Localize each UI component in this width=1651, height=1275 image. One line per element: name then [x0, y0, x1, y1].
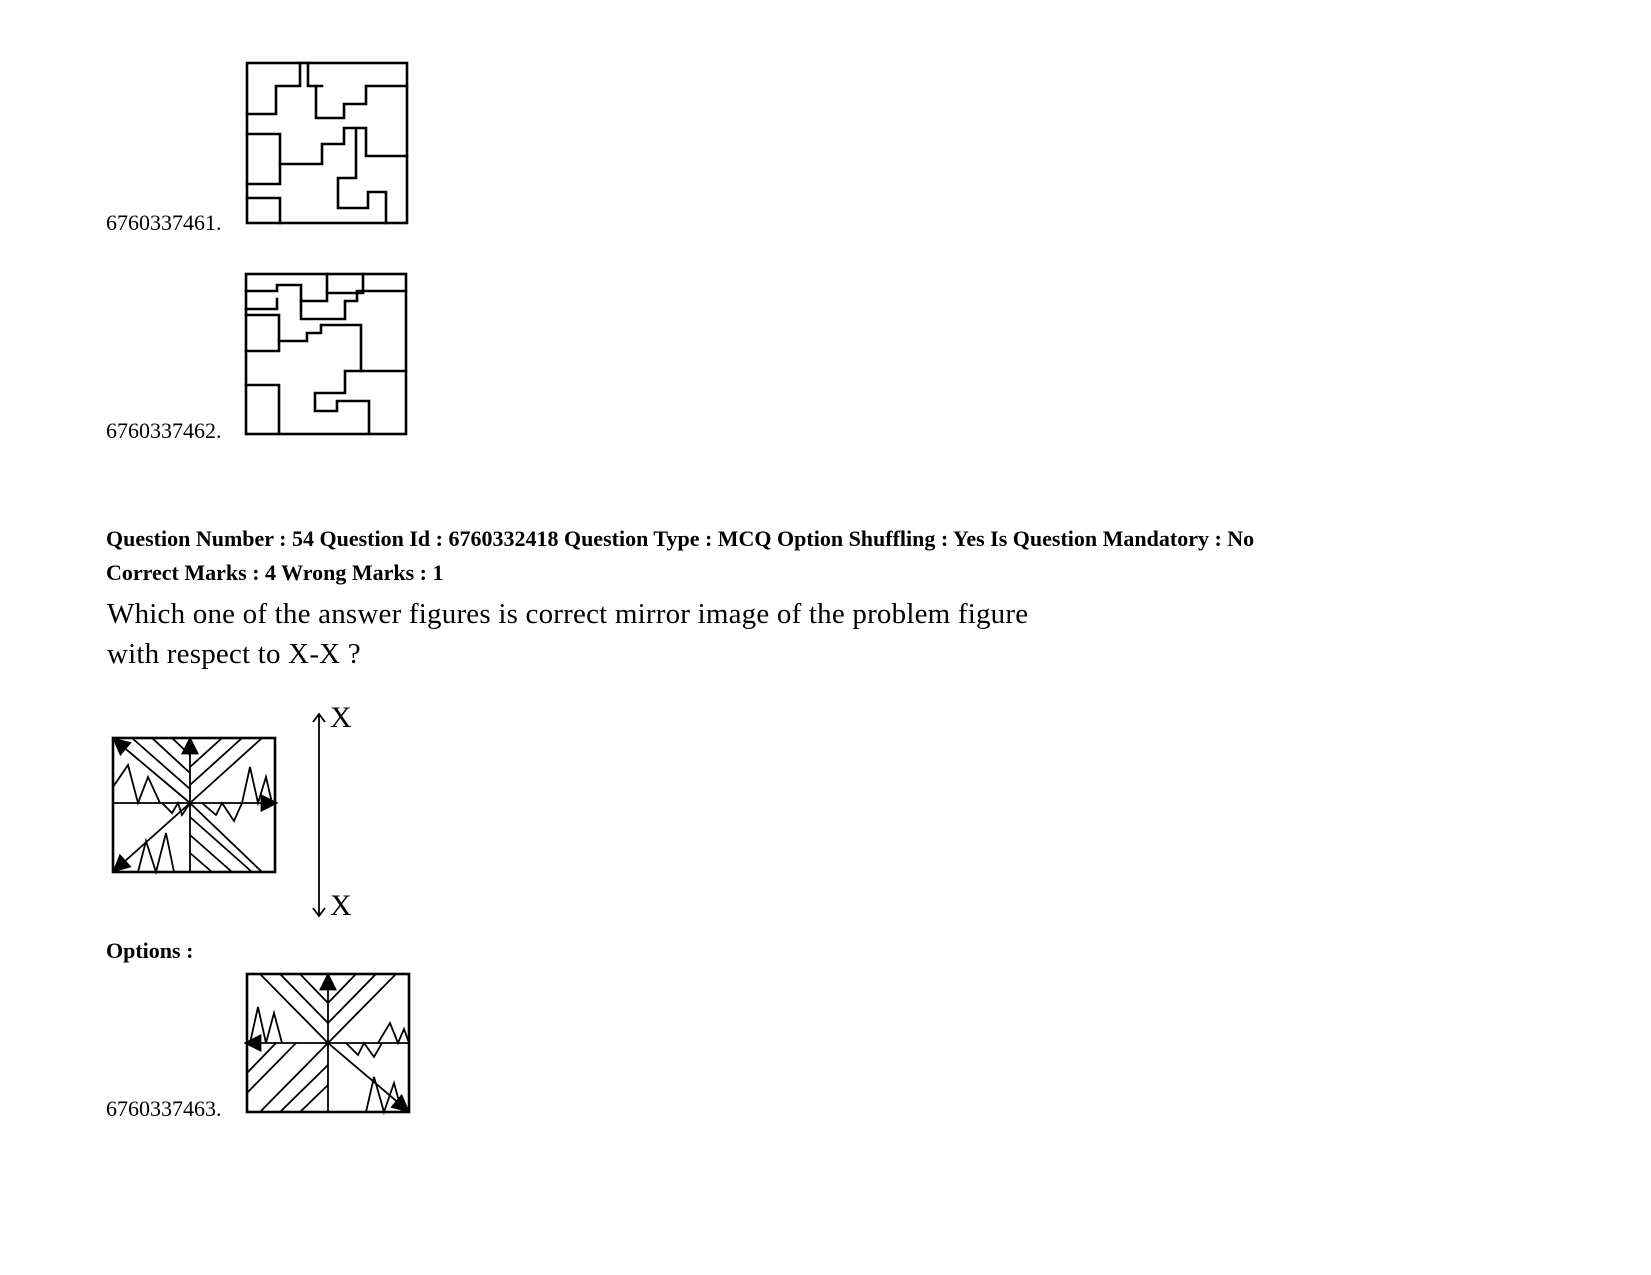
option-id-label: 6760337462. — [106, 418, 222, 443]
mirror-axis — [312, 712, 326, 918]
options-heading: Options : — [106, 938, 194, 963]
option-id-label: 6760337463. — [106, 1096, 222, 1121]
option-id-label: 6760337461. — [106, 210, 222, 235]
axis-label-bottom: X — [330, 889, 352, 922]
question-meta-line-2: Correct Marks : 4 Wrong Marks : 1 — [106, 560, 444, 585]
question-text-line-1: Which one of the answer figures is correct mirror image of the problem figure — [107, 598, 1029, 630]
option-figure-puzzle — [246, 62, 408, 224]
option-figure-puzzle — [245, 273, 407, 435]
question-meta-line-1: Question Number : 54 Question Id : 6760332418 Question Type : MCQ Option Shuffling : Yes Is Question Mandatory : No — [106, 526, 1255, 551]
option-figure-mirror — [246, 973, 410, 1113]
problem-figure — [112, 737, 276, 873]
question-text-line-2: with respect to X-X ? — [107, 638, 361, 670]
axis-label-top: X — [330, 701, 352, 734]
